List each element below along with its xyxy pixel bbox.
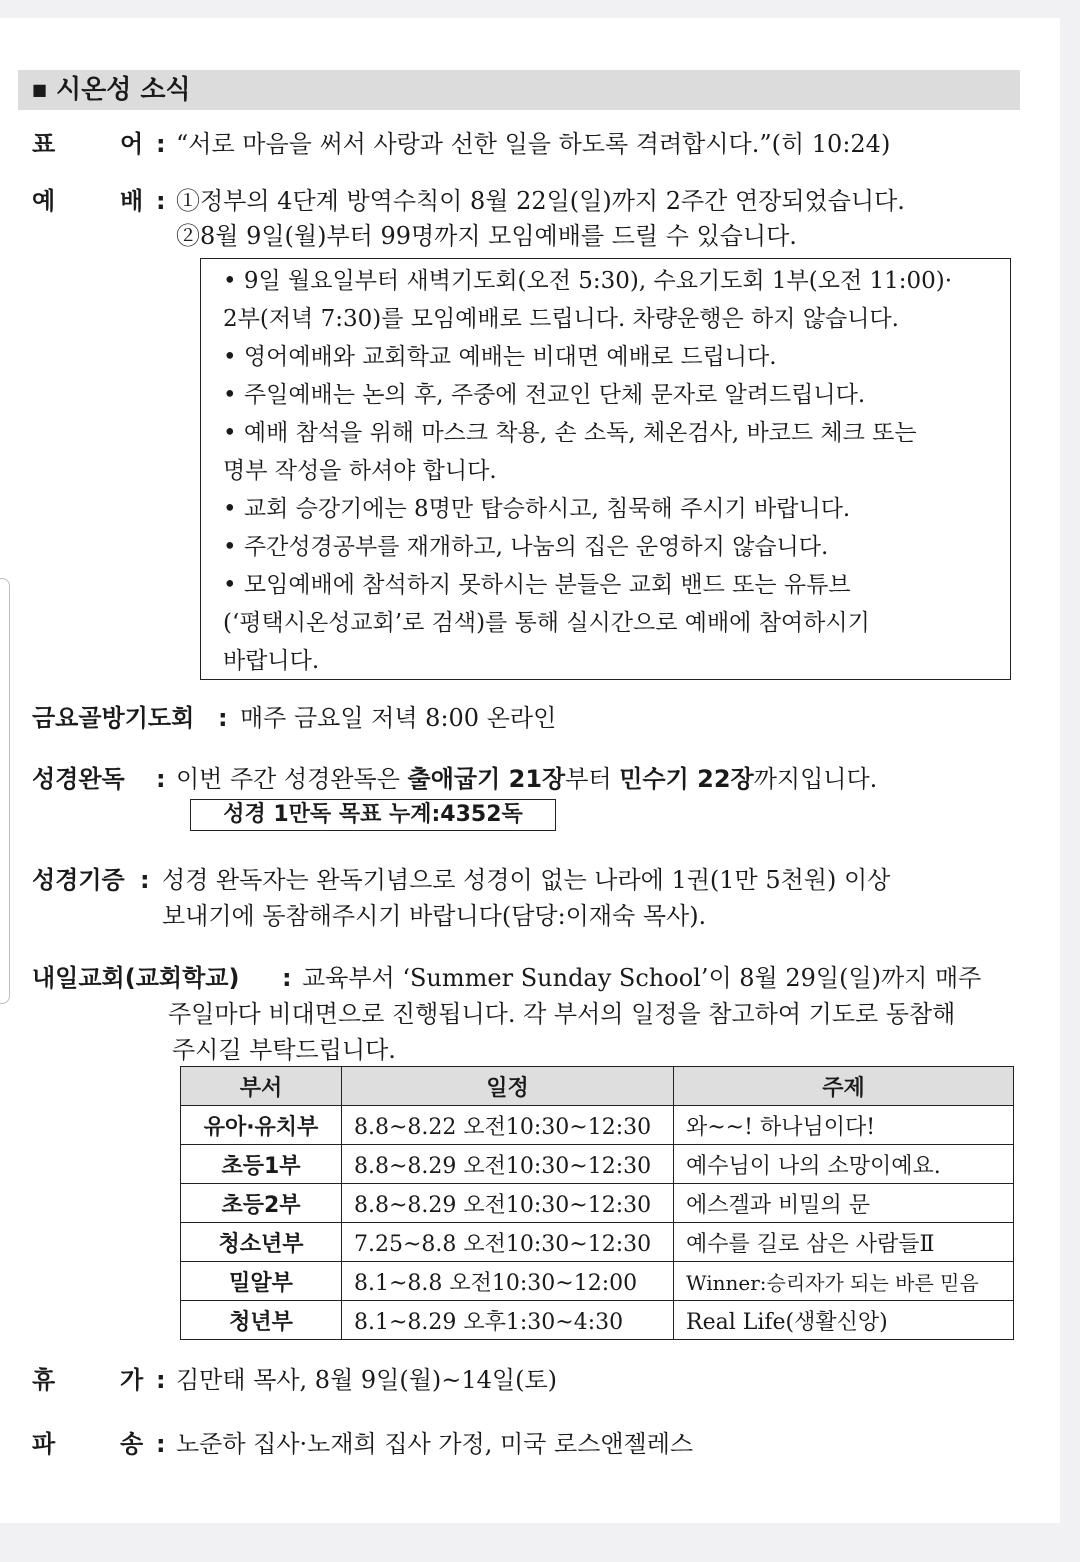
- column-header-schedule: 일정: [342, 1067, 674, 1106]
- theme-cell: Real Life(생활신앙): [674, 1301, 1014, 1340]
- schedule-cell: 8.8~8.22 오전10:30~12:30: [342, 1106, 674, 1145]
- square-bullet-icon: ■: [32, 80, 48, 99]
- to-book: 민수기 22장: [619, 765, 754, 793]
- notice-line: • 9일 월요일부터 새벽기도회(오전 5:30), 수요기도회 1부(오전 11:00)·: [223, 268, 953, 294]
- dispatch-label-2: 송: [120, 1430, 144, 1458]
- column-header-theme: 주제: [674, 1067, 1014, 1106]
- table-row: [181, 1301, 1014, 1340]
- theme-cell: Winner:승리자가 되는 바른 믿음: [674, 1262, 1014, 1301]
- theme-cell: 에스겔과 비밀의 문: [674, 1184, 1014, 1223]
- bible-reading-text: 이번 주간 성경완독은 출애굽기 21장부터 민수기 22장까지입니다.: [176, 765, 878, 793]
- worship-notice-box: [200, 258, 1011, 680]
- dept-cell: 청소년부: [181, 1223, 342, 1262]
- table-row: [181, 1145, 1014, 1184]
- bible-donation-label: 성경기증: [32, 866, 125, 894]
- table-row: [181, 1184, 1014, 1223]
- friday-prayer-text: 매주 금요일 저녁 8:00 온라인: [240, 704, 557, 732]
- worship-colon: :: [156, 187, 166, 215]
- table-row: [181, 1223, 1014, 1262]
- notice-line: • 영어예배와 교회학교 예배는 비대면 예배로 드립니다.: [223, 344, 777, 370]
- worship-item-1: ①정부의 4단계 방역수칙이 8월 22일(일)까지 2주간 연장되었습니다.: [176, 187, 905, 215]
- motto-colon: :: [156, 130, 166, 158]
- dept-cell: 초등2부: [181, 1184, 342, 1223]
- from-book: 출애굽기 21장: [407, 765, 566, 793]
- theme-cell: 와~~! 하나님이다!: [674, 1106, 1014, 1145]
- notice-line: • 주간성경공부를 재개하고, 나눔의 집은 운영하지 않습니다.: [223, 534, 829, 560]
- church-school-label: 내일교회(교회학교): [32, 964, 240, 992]
- section-header: [18, 70, 1020, 110]
- bible-donation-colon: :: [140, 866, 150, 894]
- vacation-colon: :: [156, 1366, 166, 1394]
- dispatch-text: 노준하 집사·노재희 집사 가정, 미국 로스앤젤레스: [176, 1430, 694, 1458]
- motto-label-2: 어: [120, 130, 144, 158]
- notice-line: (‘평택시온성교회’로 검색)를 통해 실시간으로 예배에 참여하시기: [223, 610, 870, 636]
- church-school-line-2: 주일마다 비대면으로 진행됩니다. 각 부서의 일정을 참고하여 기도로 동참해: [168, 1000, 956, 1028]
- vacation-text: 김만태 목사, 8월 9일(월)~14일(토): [176, 1366, 557, 1394]
- friday-prayer-label: 금요골방기도회: [32, 704, 195, 732]
- church-school-colon: :: [282, 964, 292, 992]
- worship-label-2: 배: [120, 187, 144, 215]
- notice-line: • 모임예배에 참석하지 못하시는 분들은 교회 밴드 또는 유튜브: [223, 572, 851, 598]
- schedule-cell: 7.25~8.8 오전10:30~12:30: [342, 1223, 674, 1262]
- table-header-row: [181, 1067, 1014, 1106]
- bible-reading-label: 성경완독: [32, 765, 125, 793]
- schedule-table: [180, 1066, 1014, 1340]
- page-edge-handle[interactable]: [0, 578, 10, 1004]
- dept-cell: 유아·유치부: [181, 1106, 342, 1145]
- notice-line: 명부 작성을 하셔야 합니다.: [223, 458, 497, 484]
- dept-cell: 초등1부: [181, 1145, 342, 1184]
- vacation-label-2: 가: [120, 1366, 144, 1394]
- vacation-label-1: 휴: [32, 1366, 56, 1394]
- column-header-dept: 부서: [181, 1067, 342, 1106]
- friday-prayer-colon: :: [218, 704, 228, 732]
- section-title: 시온성 소식: [56, 75, 191, 105]
- bible-donation-line-1: 성경 완독자는 완독기념으로 성경이 없는 나라에 1권(1만 5천원) 이상: [162, 866, 891, 894]
- theme-cell: 예수를 길로 삼은 사람들Ⅱ: [674, 1223, 1014, 1262]
- church-school-line-3: 주시길 부탁드립니다.: [172, 1036, 396, 1064]
- dispatch-label-1: 파: [32, 1430, 56, 1458]
- motto-label-1: 표: [32, 130, 56, 158]
- schedule-cell: 8.8~8.29 오전10:30~12:30: [342, 1145, 674, 1184]
- bulletin-page: [0, 18, 1060, 1523]
- bible-reading-colon: :: [156, 765, 166, 793]
- dept-cell: 청년부: [181, 1301, 342, 1340]
- reading-goal-box: 성경 1만독 목표 누계:4352독: [190, 799, 556, 831]
- schedule-cell: 8.1~8.8 오전10:30~12:00: [342, 1262, 674, 1301]
- notice-line: • 주일예배는 논의 후, 주중에 전교인 단체 문자로 알려드립니다.: [223, 382, 866, 408]
- bible-donation-line-2: 보내기에 동참해주시기 바랍니다(담당:이재숙 목사).: [162, 902, 707, 930]
- dept-cell: 밀알부: [181, 1262, 342, 1301]
- schedule-cell: 8.8~8.29 오전10:30~12:30: [342, 1184, 674, 1223]
- notice-line: 바랍니다.: [223, 648, 320, 674]
- theme-cell: 예수님이 나의 소망이예요.: [674, 1145, 1014, 1184]
- table-row: [181, 1106, 1014, 1145]
- worship-item-2: ②8월 9일(월)부터 99명까지 모임예배를 드릴 수 있습니다.: [176, 222, 797, 250]
- notice-line: • 교회 승강기에는 8명만 탑승하시고, 침묵해 주시기 바랍니다.: [223, 496, 851, 522]
- church-school-line-1: 교육부서 ‘Summer Sunday School’이 8월 29일(일)까지 매주: [302, 964, 982, 992]
- notice-line: 2부(저녁 7:30)를 모임예배로 드립니다. 차량운행은 하지 않습니다.: [223, 306, 899, 332]
- dispatch-colon: :: [156, 1430, 166, 1458]
- worship-label-1: 예: [32, 187, 56, 215]
- motto-text: “서로 마음을 써서 사랑과 선한 일을 하도록 격려합시다.”(히 10:24): [176, 130, 891, 158]
- table-row: [181, 1262, 1014, 1301]
- notice-line: • 예배 참석을 위해 마스크 착용, 손 소독, 체온검사, 바코드 체크 또는: [223, 420, 917, 446]
- schedule-cell: 8.1~8.29 오후1:30~4:30: [342, 1301, 674, 1340]
